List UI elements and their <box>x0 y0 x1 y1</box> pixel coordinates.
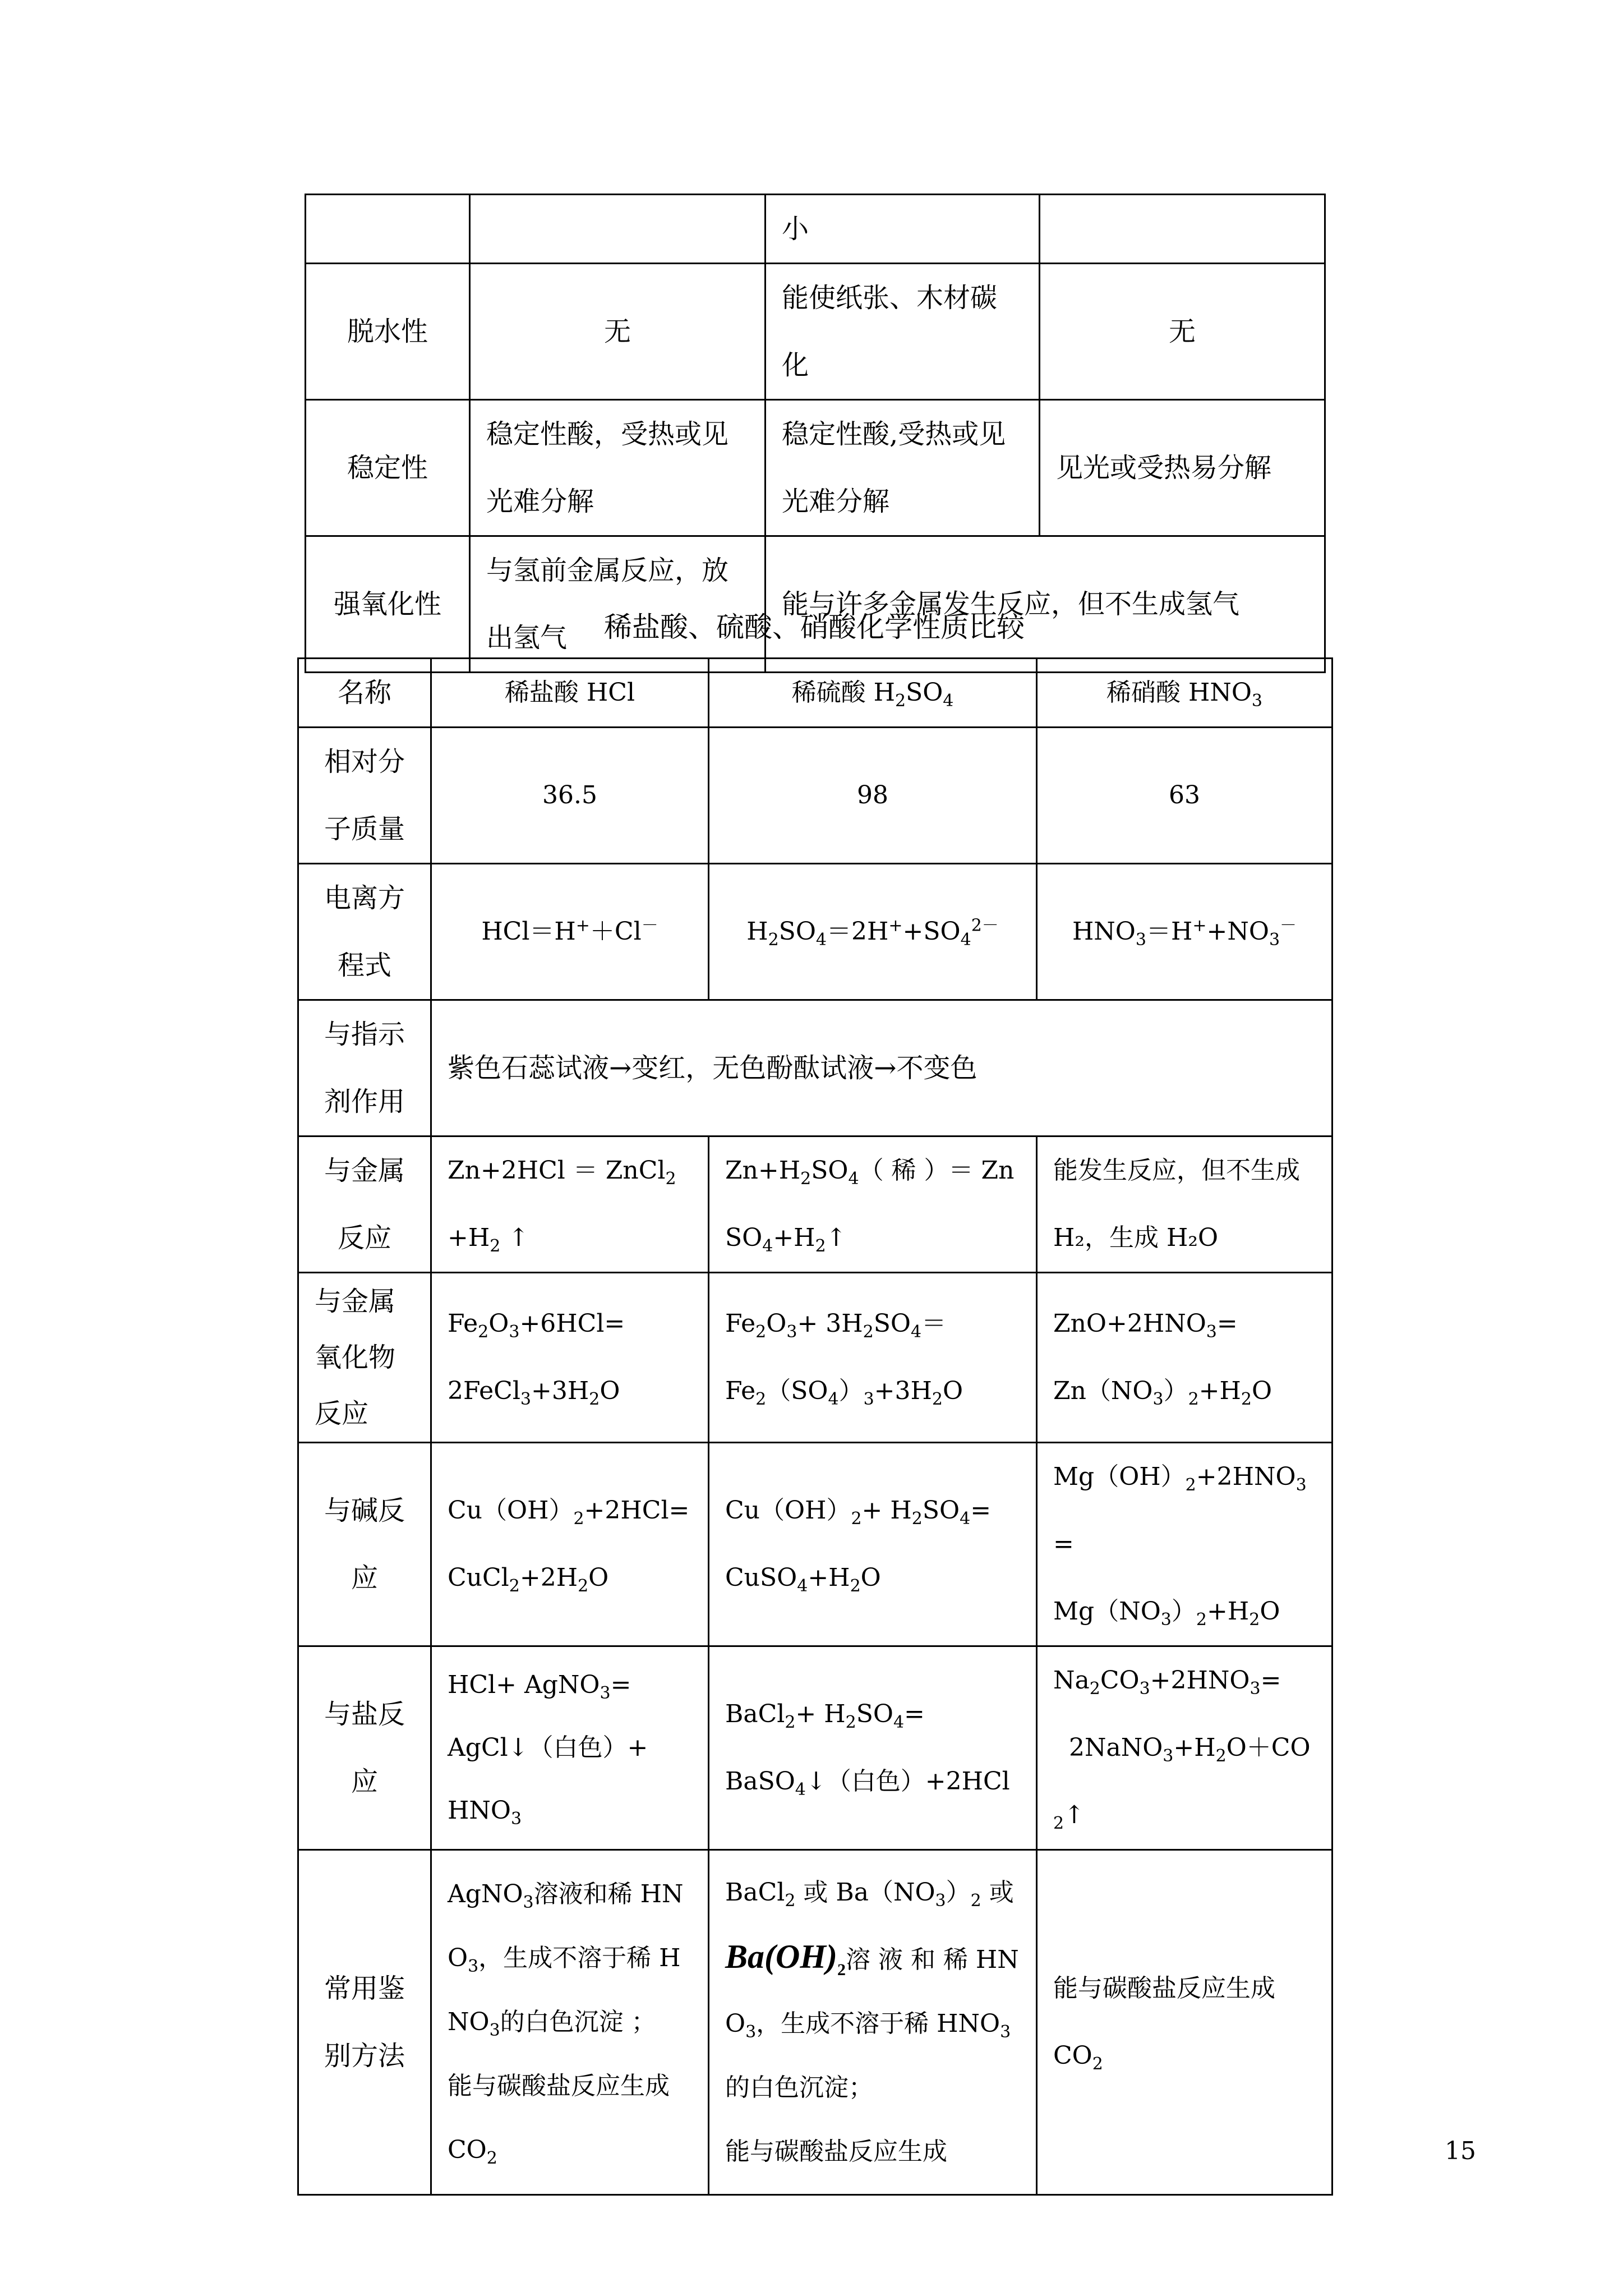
table-cell <box>1040 195 1325 264</box>
row-label: 与金属氧化物反应 <box>298 1273 431 1443</box>
table-cell: $Cu(OH)_2+ H_2SO_4=$ $CuSO_4+H_2O$ <box>709 1443 1037 1646</box>
row-label: 与金属反应 <box>298 1137 431 1273</box>
table-row <box>306 195 1325 264</box>
table-cell: 稳定性酸,受热或见光难分解 <box>766 400 1040 536</box>
table-cell: $Cu(OH)_2+2HCl=$ $CuCl_2+2H_2O$ <box>431 1443 709 1646</box>
table-cell: 36.5 <box>431 728 709 864</box>
row-label: 相对分子质量 <box>298 728 431 864</box>
table-row <box>306 400 1325 536</box>
table-cell: 能发生反应，但不生成 H₂，生成 H₂O <box>1037 1137 1332 1273</box>
header-cell: 稀硝酸 $HNO_3$ <box>1037 659 1332 728</box>
table-cell: $ZnO+2HNO_3=$ $Zn(NO_3)_2+H_2O$ <box>1037 1273 1332 1443</box>
table-cell: 与氢前金属反应，放出氢气 <box>470 536 766 673</box>
row-label: 强氧化性 <box>306 536 470 673</box>
table-cell: 见光或受热易分解 <box>1040 400 1325 536</box>
table-cell: HCl＝H+＋Cl－ <box>431 864 709 1000</box>
properties-table-continued <box>305 194 1326 673</box>
row-label: 脱水性 <box>306 264 470 400</box>
table-cell: 无 <box>470 264 766 400</box>
row-label: 与指示剂作用 <box>298 1000 431 1137</box>
table-cell: $Zn+2HCl = ZnCl_2+H_2$ ↑ <box>431 1137 709 1273</box>
row-label: 电离方程式 <box>298 864 431 1000</box>
table-cell: HCl+ AgNO$_3$= AgCl↓（白色）+ $HNO_3$ <box>431 1646 709 1850</box>
header-cell: 名称 <box>298 659 431 728</box>
table-row <box>298 1646 1332 1850</box>
table-row <box>306 264 1325 400</box>
table-cell: 63 <box>1037 728 1332 864</box>
table-row <box>298 1000 1332 1137</box>
table-row <box>298 1443 1332 1646</box>
row-label: 稳定性 <box>306 400 470 536</box>
table-cell: $Mg(OH)_2+2HNO_3=$ $Mg(NO_3)_2+H_2O$ <box>1037 1443 1332 1646</box>
table-cell <box>306 195 470 264</box>
header-cell: 稀盐酸 HCl <box>431 659 709 728</box>
table-cell: $HNO_3=H^++NO_3^-$ <box>1037 864 1332 1000</box>
table-cell: $Fe_2O_3+ 3H_2SO_4=$ $Fe_2(SO_4)_3+3H_2O$ <box>709 1273 1037 1443</box>
row-label: 与碱反应 <box>298 1443 431 1646</box>
table-cell: 小 <box>766 195 1040 264</box>
table-cell: $Zn+H_2SO_4$（ 稀 ）＝ $ZnSO_4+H_2↑$ <box>709 1137 1037 1273</box>
table-row <box>306 536 1325 673</box>
table-cell: BaCl$_2$+ $H_2SO_4=$ BaSO$_4$↓（白色）+2HCl <box>709 1646 1037 1850</box>
table-cell: 紫色石蕊试液→变红，无色酚酞试液→不变色 <box>431 1000 1332 1137</box>
table-row <box>298 1273 1332 1443</box>
table-cell: $H_2SO_4=2H^++SO_4^{2-}$ <box>709 864 1037 1000</box>
table-row <box>298 1850 1332 2195</box>
row-label: 与盐反应 <box>298 1646 431 1850</box>
table-cell: 无 <box>1040 264 1325 400</box>
table-cell <box>470 195 766 264</box>
table-cell: BaCl$_2$ 或 $Ba(NO_3)_2$ 或 $Ba(OH)_2$溶 液 和 稀 $HNO_3$，生成不溶于稀 $HNO_3$的白色沉淀； 能与碳酸盐反应生成 <box>709 1850 1037 2195</box>
table-row <box>298 864 1332 1000</box>
table-cell: $Na_2CO_3+2HNO_3=$ $2NaNO_3+H_2O+CO_2↑$ <box>1037 1646 1332 1850</box>
table-cell: 98 <box>709 728 1037 864</box>
table-cell: 能使纸张、木材碳化 <box>766 264 1040 400</box>
header-cell: 稀硫酸 $H_2SO_4$ <box>709 659 1037 728</box>
acid-comparison-table <box>297 657 1333 2196</box>
table-cell: AgNO$_3$溶液和稀 $HNO_3$，生成不溶于稀 $HNO_3$的白色沉淀 ； 能与碳酸盐反应生成 $CO_2$ <box>431 1850 709 2195</box>
table-cell: 稳定性酸，受热或见光难分解 <box>470 400 766 536</box>
page-number: 15 <box>1445 2137 1476 2165</box>
table-row <box>298 728 1332 864</box>
table-row <box>298 1137 1332 1273</box>
table-caption: 稀盐酸、硫酸、硝酸化学性质比较 <box>604 611 1025 643</box>
table-cell: $Fe_2O_3+6HCl=$ $2FeCl_3+3H_2O$ <box>431 1273 709 1443</box>
table-cell: 能与许多金属发生反应，但不生成氢气 <box>766 536 1325 673</box>
table-cell: 能与碳酸盐反应生成 $CO_2$ <box>1037 1850 1332 2195</box>
row-label: 常用鉴别方法 <box>298 1850 431 2195</box>
table-row <box>298 659 1332 728</box>
